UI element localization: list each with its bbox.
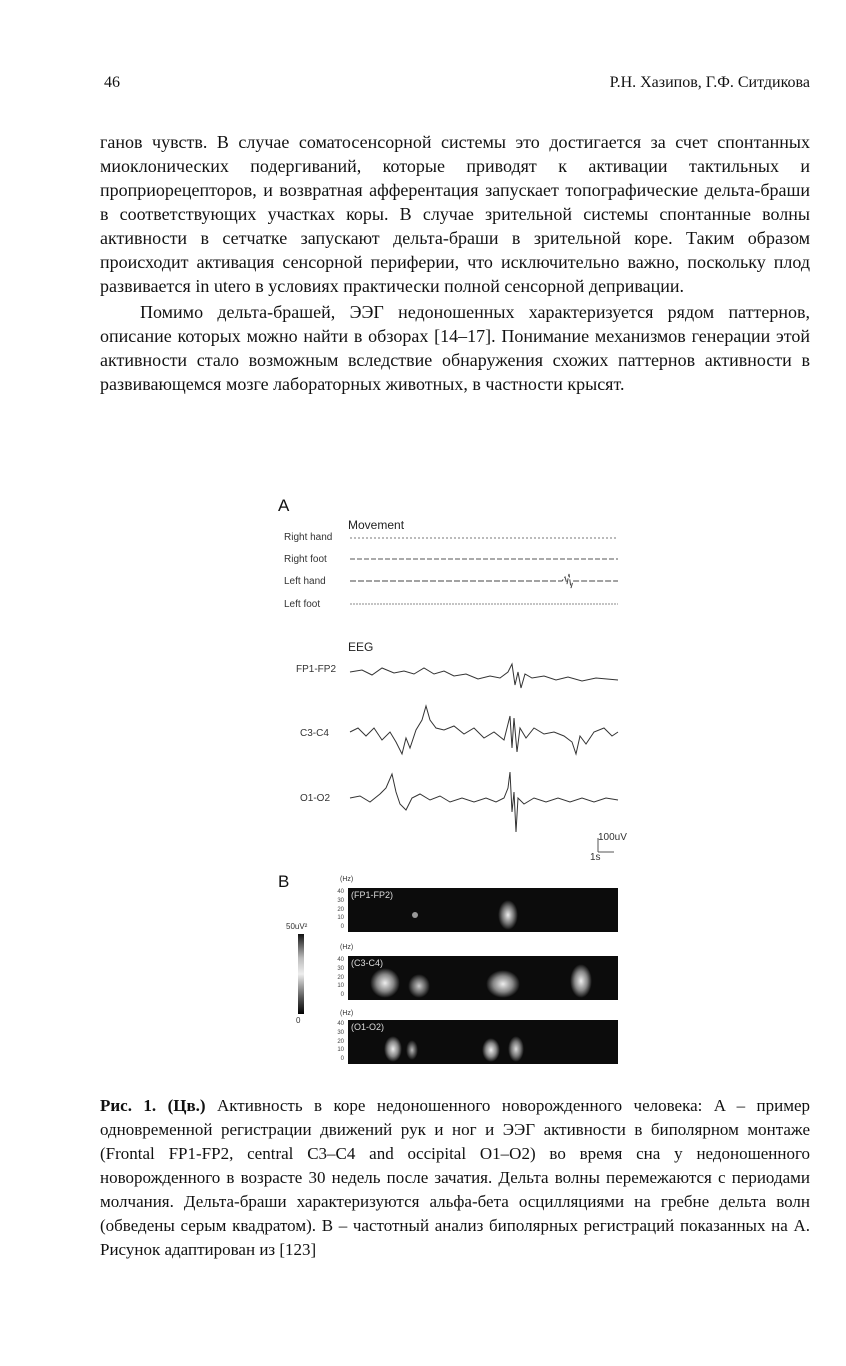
spectrogram-o1-o2 [348, 1020, 618, 1064]
paragraph-2: Помимо дельта-брашей, ЭЭГ недоношенных характеризуется рядом паттернов, описание которых можно найти в обзорах [14–17]. Понимание механизмов генерации этой активности стало возможным вследствие обнаружения схожих паттернов активности в развивающемся мозге лабораторных животных, в частности крысят. [100, 302, 810, 394]
page-header [100, 74, 810, 98]
running-head: Р.Н. Хазипов, Г.Ф. Ситдикова [609, 74, 810, 91]
freq-tick: 20 [337, 906, 344, 913]
eeg-trace-o1-o2 [350, 772, 618, 832]
spectrogram-label: (C3-C4) [351, 958, 384, 968]
colorbar [298, 934, 304, 1014]
panel-a-label: A [278, 496, 290, 515]
spectrogram-fp1-fp2 [348, 888, 618, 932]
freq-tick: 0 [340, 992, 344, 999]
caption-label: Рис. 1. (Цв.) [100, 1096, 206, 1115]
panel-b-label: B [278, 872, 290, 891]
movement-channel-left-foot: Left foot [284, 599, 321, 610]
freq-tick: 10 [337, 1047, 344, 1054]
trace-plot [272, 492, 642, 872]
freq-unit-3: (Hz) [340, 1010, 354, 1017]
eeg-channel-c3-c4: C3-C4 [300, 728, 329, 739]
caption-text: Активность в коре недоношенного новорожденного человека: A – пример одновременной регистрации движений рук и ног и ЭЭГ активности в биполярном монтаже (Frontal FP1-FP2, central C3–C4 and occipital O1–O2) во время сна у недоношенного новорожденного в возрасте 30 недель после зачатия. Дельта волны перемежаются с периодами молчания. Дельта-браши характеризуются альфа-бета осцилляциями на гребне дельта волн (обведены серым квадратом). B – частотный анализ биполярных регистраций показанных на А. Рисунок адаптирован из [123] [100, 1096, 811, 1259]
freq-tick: 20 [337, 1038, 344, 1045]
freq-tick: 30 [337, 897, 344, 904]
eeg-channel-o1-o2: O1-O2 [300, 793, 331, 804]
freq-tick: 40 [337, 889, 344, 895]
page-number: 46 [104, 74, 120, 91]
scale-time: 1s [590, 852, 601, 863]
movement-channel-right-foot: Right foot [284, 554, 327, 565]
spectrogram-label: (O1-O2) [351, 1022, 385, 1032]
movement-trace-left-hand [350, 574, 618, 588]
freq-tick: 30 [337, 1029, 344, 1036]
figure-caption [100, 1094, 810, 1262]
eeg-channel-fp1-fp2: FP1-FP2 [296, 664, 337, 675]
eeg-trace-c3-c4 [350, 706, 618, 754]
movement-channel-left-hand: Left hand [284, 576, 326, 587]
freq-tick: 40 [337, 957, 344, 963]
freq-tick: 10 [337, 983, 344, 990]
freq-tick: 20 [337, 974, 344, 981]
freq-axis-3 [334, 1020, 344, 1064]
freq-axis-2 [334, 956, 344, 1000]
freq-unit-2: (Hz) [340, 944, 354, 951]
freq-axis-1 [334, 888, 344, 932]
scale-amplitude: 100uV [598, 832, 627, 843]
spectrogram-c3-c4 [348, 956, 618, 1000]
movement-title: Movement [348, 518, 405, 532]
body-text [100, 130, 810, 396]
movement-channel-right-hand: Right hand [284, 532, 333, 543]
paragraph-1: ганов чувств. В случае соматосенсорной системы это достигается за счет спонтанных миоклонических подергиваний, которые приводят к активации тактильных и проприорецепторов, и возвратная афферентация запускает топографические дельта-браши в соответствующих участках коры. В случае зрительной системы спонтанные волны активности в сетчатке запускают дельта-браши в зрительной коре. Таким образом происходит активация сенсорной периферии, что исключительно важно, поскольку плод развивается in utero в условиях практически полной сенсорной депривации. [100, 132, 810, 296]
freq-tick: 40 [337, 1021, 344, 1027]
freq-tick: 30 [337, 965, 344, 972]
eeg-trace-fp1-fp2 [350, 664, 618, 688]
figure-1 [272, 492, 642, 1072]
freq-tick: 10 [337, 915, 344, 922]
colorbar-min-label: 0 [296, 1016, 301, 1025]
freq-unit-1: (Hz) [340, 876, 354, 883]
eeg-title: EEG [348, 640, 374, 654]
colorbar-max-label: 50uV² [286, 922, 308, 931]
freq-tick: 0 [340, 1056, 344, 1063]
spectrogram-label: (FP1-FP2) [351, 890, 394, 900]
freq-tick: 0 [340, 924, 344, 931]
